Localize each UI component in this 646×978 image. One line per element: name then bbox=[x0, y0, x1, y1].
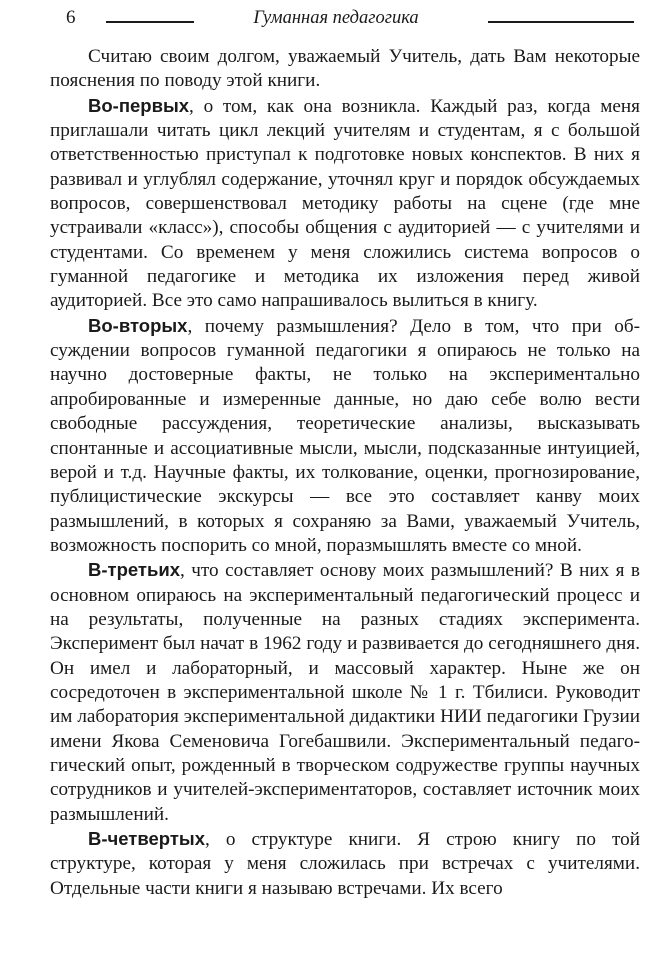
paragraph-lead: Во-первых bbox=[88, 94, 190, 116]
paragraph-text: , что составляет основу моих размышлений? В них я в основном опираюсь на экспериментальный педагогический процесс и на результаты, полученные на разных стадиях эксперимента. Эксперимент был начат в 1962 году и развивается до сегодняшнего дня. Он имел и лабораторный, и массовый характер. Ныне же он сосредоточен в экспериментальной школе № 1 г. Тбилиси. Руководит им лаборатория экспериментальной дидактики НИИ педагогики Грузии имени Якова Семеновича Гогебашвили. Экспериментальный педагогический опыт, рожденный в творческом содружестве группы научных сотрудников и учителей-экспериментаторов, составляет источник моих размышлений. bbox=[50, 560, 640, 825]
paragraph-fourth bbox=[50, 827, 640, 901]
page-number: 6 bbox=[66, 7, 76, 28]
body-text bbox=[50, 45, 640, 901]
paragraph-text: , о том, как она возникла. Каждый раз, когда меня приглашали читать цикл лекций учителям и студентам, я с большой ответственностью приступал к подготовке новых конспектов. В них я развивал и углублял содержание, уточнял круг и порядок обсуждаемых вопросов, совершенствовал методику работы на сцене (где мне устраивали «класс»), способы общения с аудиторией — с учителями и студентами. Со временем у меня сложились система вопросов о гуманной педагогике и методика их изложения перед живой аудиторией. Все это само напрашивалось вылиться в книгу. bbox=[50, 95, 640, 312]
header-rule-right bbox=[488, 21, 634, 23]
paragraph-text: , почему размышления? Дело в том, что при обсуждении вопросов гуманной педагогики я опираюсь не только на научно достоверные факты, не только на экспериментально апробированные и измеренные данные, но даю себе волю вести свободные рассуждения, теоретические анализы, высказывать спонтанные и ассоциативные мысли, мысли, подсказанные интуицией, верой и т.д. Научные факты, их толкование, оценки, прогнозирование, публицистические экскурсы — все это составляет канву моих размышлений, в которых я сохраняю за Вами, уважаемый Учитель, возможность поспорить со мной, поразмышлять вместе со мной. bbox=[50, 315, 640, 556]
paragraph-second bbox=[50, 314, 640, 558]
header-rule-left bbox=[106, 21, 194, 23]
running-title: Гуманная педагогика bbox=[253, 8, 419, 28]
paragraph-text: Считаю своим долгом, уважаемый Учитель, дать Вам некоторые пояснения по поводу этой книги. bbox=[50, 46, 640, 92]
running-header bbox=[66, 6, 638, 34]
paragraph-lead: В-третьих bbox=[88, 559, 181, 581]
paragraph-intro bbox=[50, 45, 640, 94]
paragraph-first bbox=[50, 94, 640, 314]
paragraph-third bbox=[50, 558, 640, 827]
paragraph-lead: Во-вторых bbox=[88, 314, 188, 336]
paragraph-text: , о структуре книги. Я строю книгу по той структуре, которая у меня сложилась при встречах с учителями. Отдельные части книги я называю встречами. Их всего bbox=[50, 829, 640, 899]
paragraph-lead: В-четвертых bbox=[88, 828, 205, 849]
